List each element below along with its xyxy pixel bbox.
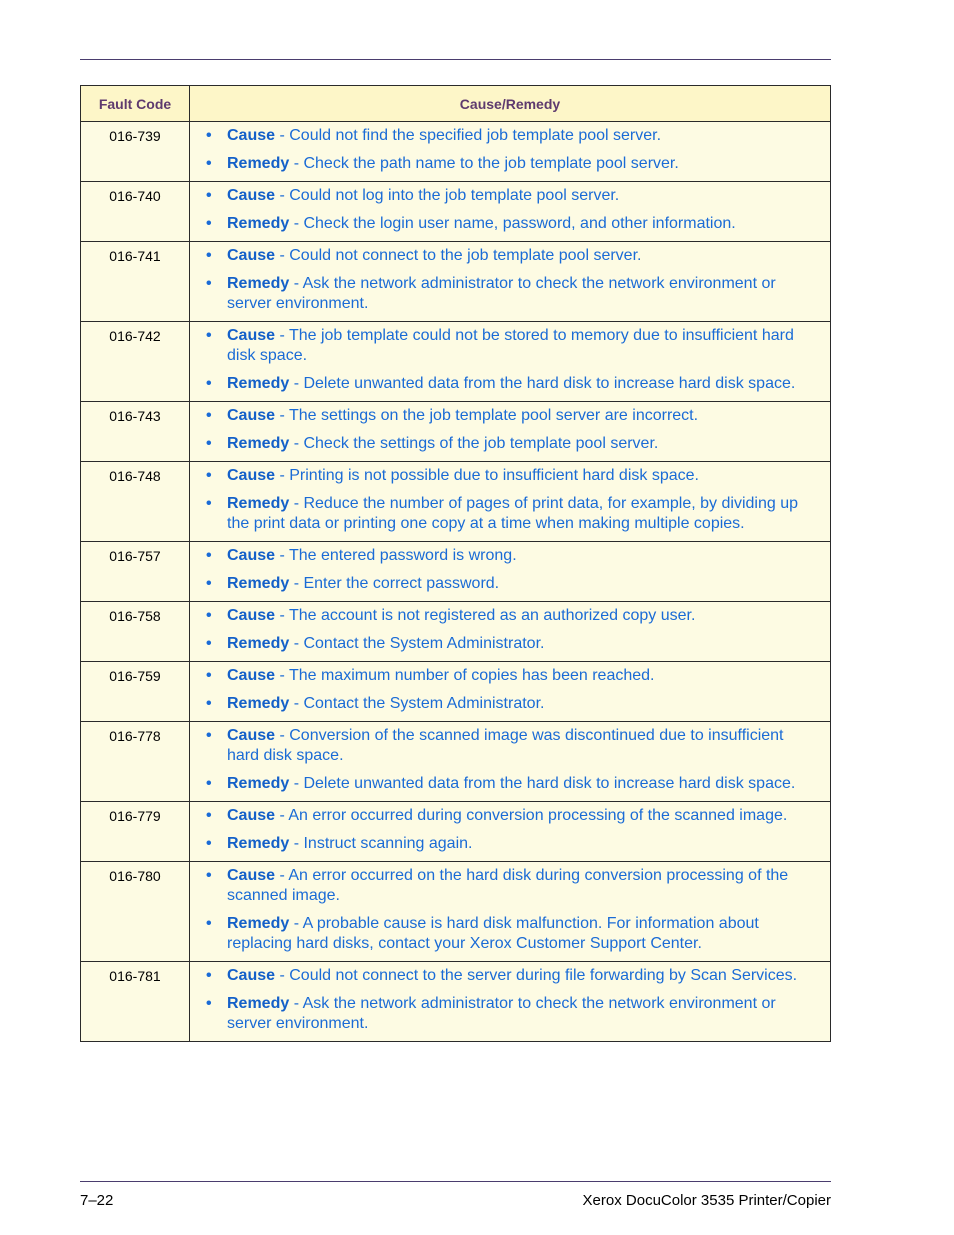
- fault-code-header: Fault Code: [81, 86, 190, 122]
- item-label: Cause: [227, 327, 276, 344]
- table-row: [81, 122, 831, 182]
- item-label: Remedy: [227, 155, 290, 172]
- cause-remedy-cell: [190, 862, 831, 962]
- item-label: Remedy: [227, 215, 290, 232]
- bullet-icon: •: [206, 807, 212, 824]
- bullet-icon: •: [206, 187, 212, 204]
- remedy-item: [198, 634, 818, 654]
- fault-code: 016-743: [81, 402, 190, 462]
- item-label: Remedy: [227, 495, 290, 512]
- cause-remedy-list: [198, 546, 818, 594]
- fault-code: 016-780: [81, 862, 190, 962]
- item-text: - An error occurred on the hard disk during conversion processing of the scanned image.: [227, 867, 789, 904]
- cause-remedy-list: [198, 126, 818, 174]
- cause-remedy-cell: [190, 602, 831, 662]
- bullet-icon: •: [206, 667, 212, 684]
- cause-remedy-cell: [190, 322, 831, 402]
- item-text: - Contact the System Administrator.: [289, 695, 545, 712]
- fault-code: 016-757: [81, 542, 190, 602]
- item-label: Cause: [227, 867, 276, 884]
- table-row: [81, 802, 831, 862]
- fault-code: 016-779: [81, 802, 190, 862]
- item-label: Cause: [227, 807, 276, 824]
- item-label: Remedy: [227, 775, 290, 792]
- item-label: Cause: [227, 467, 276, 484]
- table-row: [81, 542, 831, 602]
- bullet-icon: •: [206, 995, 212, 1012]
- remedy-item: [198, 994, 818, 1034]
- bullet-icon: •: [206, 155, 212, 172]
- item-text: - Enter the correct password.: [289, 575, 500, 592]
- remedy-item: [198, 154, 818, 174]
- table-row: [81, 662, 831, 722]
- fault-rows: [81, 122, 831, 1042]
- fault-code: 016-748: [81, 462, 190, 542]
- item-text: - Could not find the specified job template pool server.: [275, 127, 662, 144]
- remedy-item: [198, 694, 818, 714]
- table-row: [81, 462, 831, 542]
- remedy-item: [198, 834, 818, 854]
- footer-rule: [80, 1181, 831, 1182]
- cause-item: [198, 326, 818, 366]
- cause-item: [198, 466, 818, 486]
- item-text: - Could not connect to the server during file forwarding by Scan Services.: [275, 967, 798, 984]
- item-text: - Reduce the number of pages of print data, for example, by dividing up the print data or printing one copy at a time when making multiple copies.: [227, 495, 798, 532]
- item-label: Cause: [227, 547, 276, 564]
- cause-remedy-list: [198, 606, 818, 654]
- remedy-item: [198, 274, 818, 314]
- bullet-icon: •: [206, 247, 212, 264]
- item-text: - Conversion of the scanned image was discontinued due to insufficient hard disk space.: [227, 727, 784, 764]
- cause-remedy-list: [198, 806, 818, 854]
- item-text: - Instruct scanning again.: [289, 835, 473, 852]
- item-text: - Delete unwanted data from the hard disk to increase hard disk space.: [289, 775, 796, 792]
- bullet-icon: •: [206, 727, 212, 744]
- header-rule: [80, 59, 831, 60]
- item-label: Remedy: [227, 575, 290, 592]
- table-row: [81, 242, 831, 322]
- item-label: Cause: [227, 967, 276, 984]
- cause-remedy-cell: [190, 662, 831, 722]
- bullet-icon: •: [206, 215, 212, 232]
- cause-remedy-list: [198, 666, 818, 714]
- cause-remedy-cell: [190, 802, 831, 862]
- table-row: [81, 962, 831, 1042]
- item-label: Cause: [227, 187, 276, 204]
- bullet-icon: •: [206, 275, 212, 292]
- cause-remedy-cell: [190, 182, 831, 242]
- item-text: - The maximum number of copies has been reached.: [275, 667, 655, 684]
- item-label: Cause: [227, 607, 276, 624]
- bullet-icon: •: [206, 915, 212, 932]
- remedy-item: [198, 914, 818, 954]
- item-text: - A probable cause is hard disk malfunction. For information about replacing hard disks, contact your Xerox Customer Support Center.: [227, 915, 759, 952]
- item-label: Cause: [227, 667, 276, 684]
- bullet-icon: •: [206, 407, 212, 424]
- cause-item: [198, 726, 818, 766]
- bullet-icon: •: [206, 867, 212, 884]
- cause-remedy-cell: [190, 462, 831, 542]
- cause-remedy-cell: [190, 722, 831, 802]
- remedy-item: [198, 214, 818, 234]
- item-text: - Could not log into the job template pool server.: [275, 187, 620, 204]
- cause-item: [198, 406, 818, 426]
- item-label: Remedy: [227, 695, 290, 712]
- bullet-icon: •: [206, 635, 212, 652]
- item-text: - Check the settings of the job template pool server.: [289, 435, 659, 452]
- fault-code: 016-741: [81, 242, 190, 322]
- fault-code: 016-742: [81, 322, 190, 402]
- item-label: Cause: [227, 727, 276, 744]
- bullet-icon: •: [206, 127, 212, 144]
- item-text: - Ask the network administrator to check the network environment or server environment.: [227, 995, 776, 1032]
- item-label: Remedy: [227, 435, 290, 452]
- remedy-item: [198, 434, 818, 454]
- cause-item: [198, 866, 818, 906]
- bullet-icon: •: [206, 467, 212, 484]
- item-text: - The account is not registered as an authorized copy user.: [275, 607, 696, 624]
- item-text: - Could not connect to the job template pool server.: [275, 247, 642, 264]
- bullet-icon: •: [206, 775, 212, 792]
- bullet-icon: •: [206, 495, 212, 512]
- remedy-item: [198, 374, 818, 394]
- bullet-icon: •: [206, 695, 212, 712]
- remedy-item: [198, 574, 818, 594]
- cause-remedy-list: [198, 246, 818, 314]
- table-row: [81, 602, 831, 662]
- item-label: Remedy: [227, 915, 290, 932]
- bullet-icon: •: [206, 547, 212, 564]
- fault-code: 016-739: [81, 122, 190, 182]
- cause-remedy-list: [198, 966, 818, 1034]
- table-row: [81, 322, 831, 402]
- cause-remedy-cell: [190, 962, 831, 1042]
- item-text: - An error occurred during conversion processing of the scanned image.: [275, 807, 788, 824]
- item-label: Cause: [227, 127, 276, 144]
- item-label: Remedy: [227, 635, 290, 652]
- cause-item: [198, 186, 818, 206]
- bullet-icon: •: [206, 575, 212, 592]
- item-text: - Contact the System Administrator.: [289, 635, 545, 652]
- table-row: [81, 182, 831, 242]
- cause-item: [198, 806, 818, 826]
- cause-remedy-list: [198, 866, 818, 954]
- fault-code: 016-758: [81, 602, 190, 662]
- product-name: Xerox DocuColor 3535 Printer/Copier: [582, 1192, 831, 1209]
- remedy-item: [198, 774, 818, 794]
- cause-remedy-list: [198, 186, 818, 234]
- item-text: - Printing is not possible due to insufficient hard disk space.: [275, 467, 699, 484]
- item-label: Remedy: [227, 275, 290, 292]
- item-text: - Delete unwanted data from the hard disk to increase hard disk space.: [289, 375, 796, 392]
- bullet-icon: •: [206, 375, 212, 392]
- table-row: [81, 722, 831, 802]
- cause-remedy-cell: [190, 542, 831, 602]
- item-text: - Check the path name to the job template pool server.: [289, 155, 679, 172]
- cause-remedy-cell: [190, 402, 831, 462]
- bullet-icon: •: [206, 435, 212, 452]
- table-row: [81, 402, 831, 462]
- cause-remedy-cell: [190, 122, 831, 182]
- bullet-icon: •: [206, 607, 212, 624]
- item-text: - The entered password is wrong.: [275, 547, 517, 564]
- cause-remedy-list: [198, 326, 818, 394]
- item-label: Remedy: [227, 835, 290, 852]
- cause-item: [198, 666, 818, 686]
- fault-code: 016-778: [81, 722, 190, 802]
- item-label: Remedy: [227, 995, 290, 1012]
- page-number: 7–22: [80, 1192, 114, 1209]
- cause-remedy-list: [198, 726, 818, 794]
- item-label: Cause: [227, 407, 276, 424]
- table-row: [81, 862, 831, 962]
- cause-remedy-cell: [190, 242, 831, 322]
- bullet-icon: •: [206, 835, 212, 852]
- cause-item: [198, 546, 818, 566]
- item-label: Remedy: [227, 375, 290, 392]
- item-text: - The job template could not be stored to memory due to insufficient hard disk space.: [227, 327, 794, 364]
- cause-remedy-list: [198, 406, 818, 454]
- remedy-item: [198, 494, 818, 534]
- cause-item: [198, 126, 818, 146]
- bullet-icon: •: [206, 967, 212, 984]
- bullet-icon: •: [206, 327, 212, 344]
- item-label: Cause: [227, 247, 276, 264]
- fault-code: 016-740: [81, 182, 190, 242]
- cause-remedy-list: [198, 466, 818, 534]
- fault-code: 016-759: [81, 662, 190, 722]
- item-text: - The settings on the job template pool server are incorrect.: [275, 407, 699, 424]
- fault-code-table: [80, 85, 831, 1042]
- cause-remedy-header: Cause/Remedy: [190, 86, 831, 122]
- cause-item: [198, 246, 818, 266]
- cause-item: [198, 606, 818, 626]
- table-header-row: [81, 86, 831, 122]
- item-text: - Check the login user name, password, and other information.: [289, 215, 736, 232]
- cause-item: [198, 966, 818, 986]
- item-text: - Ask the network administrator to check the network environment or server environment.: [227, 275, 776, 312]
- fault-code: 016-781: [81, 962, 190, 1042]
